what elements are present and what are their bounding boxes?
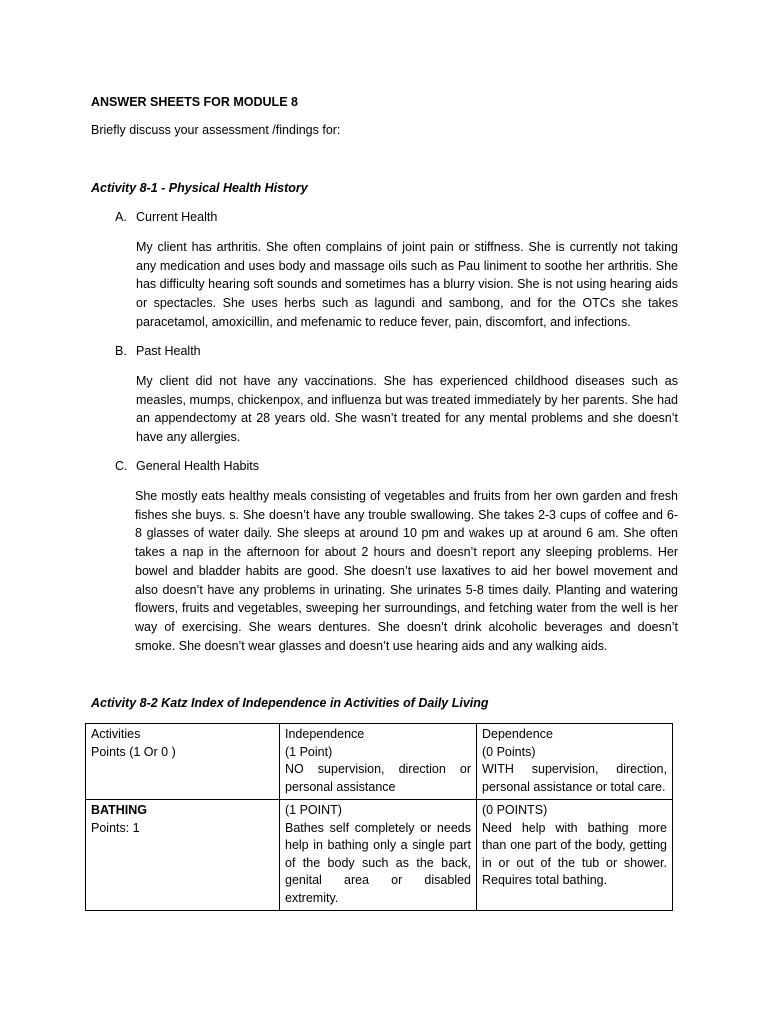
dependence-desc: Need help with bathing more than one part of the body, getting in or out of the tub or shower. Requires total bathing. <box>482 820 667 887</box>
section-b-text: My client did not have any vaccinations. She has experienced childhood diseases such as measles, mumps, chickenpox, and influenza but was treated immediately by her parents. She had an appendectomy at 28 years old. She wasn’t treated for any mental problems and she doesn’t have any allergies. <box>136 374 678 445</box>
activity-2-title: Activity 8-2 Katz Index of Independence in Activities of Daily Living <box>91 696 489 710</box>
section-c-title: General Health Habits <box>136 459 259 473</box>
section-b-marker: B. <box>115 344 127 358</box>
header-dependence-desc: WITH supervision, direction, personal assistance or total care. <box>482 762 667 794</box>
independence-desc: Bathes self completely or needs help in bathing only a single part of the body such as the back, genital area or disabled extremity. <box>285 820 471 905</box>
header-activities-title: Activities <box>91 727 141 741</box>
dependence-points: (0 POINTS) <box>482 803 548 817</box>
header-independence-desc: NO supervision, direction or personal assistance <box>285 762 471 794</box>
activity-name: BATHING <box>91 803 148 817</box>
section-c-text: She mostly eats healthy meals consisting of vegetables and fruits from her own garden and fresh fishes she buys. s. She doesn’t have any trouble swallowing. She takes 2-3 cups of coffee and 6-8 glasses of water daily. She sleeps at around 10 pm and wakes up at around 6 am. She often takes a nap in the afternoon for about 2 hours and doesn’t report any sleeping problems. Her bowel and bladder habits are good. She doesn’t use laxatives to aid her bowel movement and also doesn’t have any problems in urinating. She urinates 5-8 times daily. Planting and watering flowers, fruits and vegetables, sweeping her surroundings, and fetching water from the well is her way of exercising. She wears dentures. She doesn’t drink alcoholic beverages and doesn’t smoke. She doesn’t wear glasses and doesn’t use hearing aids and any walking aids. <box>135 489 678 653</box>
section-a-text: My client has arthritis. She often complains of joint pain or stiffness. She is currently not taking any medication and uses body and massage oils such as Pau liniment to soothe her arthritis. She has difficulty hearing soft sounds and sometimes has a blurry vision. She is not using hearing aids or spectacles. She uses herbs such as lagundi and sambong, and for the OTCs she takes paracetamol, amoxicillin, and mefenamic to reduce fever, pain, discomfort, and infections. <box>136 240 678 329</box>
header-activities-cell <box>86 724 280 800</box>
header-independence-points: (1 Point) <box>285 744 333 759</box>
intro-text: Briefly discuss your assessment /findings for: <box>91 123 341 137</box>
independence-points: (1 POINT) <box>285 803 342 817</box>
header-activities-points: Points (1 Or 0 ) <box>91 744 176 759</box>
header-dependence-points: (0 Points) <box>482 744 536 759</box>
independence-cell <box>280 800 477 911</box>
header-independence-cell <box>280 724 477 800</box>
table-header-row <box>86 724 673 800</box>
header-dependence-title: Dependence <box>482 727 553 741</box>
activity-1-title: Activity 8-1 - Physical Health History <box>91 181 308 195</box>
katz-index-table <box>85 723 673 911</box>
document-heading: ANSWER SHEETS FOR MODULE 8 <box>91 95 298 109</box>
section-b-title: Past Health <box>136 344 201 358</box>
section-a-title: Current Health <box>136 210 218 224</box>
section-c-marker: C. <box>115 459 128 473</box>
section-a-marker: A. <box>115 210 127 224</box>
table-row <box>86 800 673 911</box>
header-independence-title: Independence <box>285 727 365 741</box>
activity-cell <box>86 800 280 911</box>
dependence-cell <box>477 800 673 911</box>
activity-points: Points: 1 <box>91 820 140 835</box>
header-dependence-cell <box>477 724 673 800</box>
